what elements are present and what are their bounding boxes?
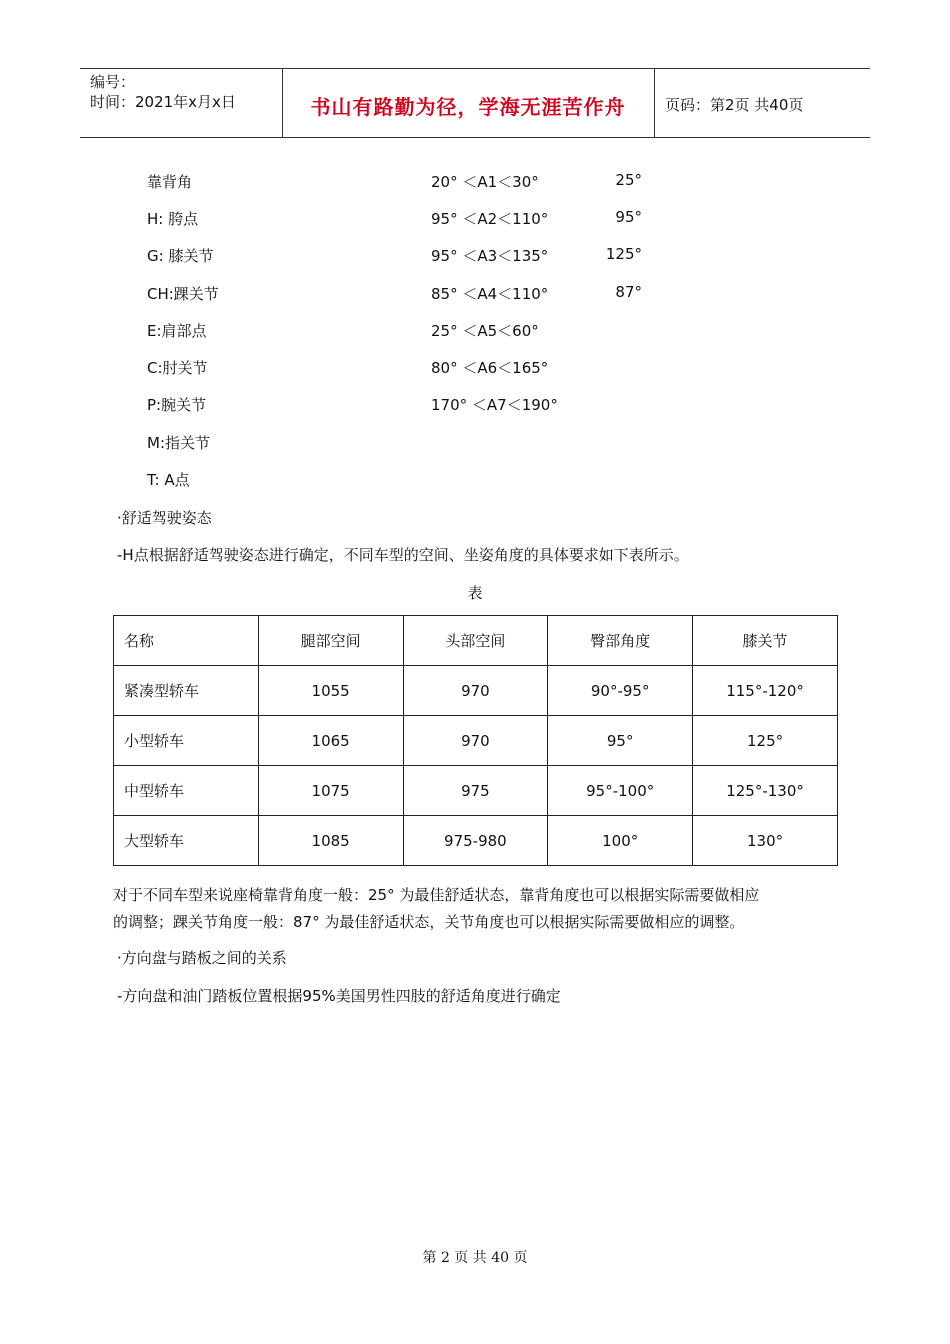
table-row xyxy=(114,666,838,716)
section-desc-comfort: -H点根据舒适驾驶姿态进行确定，不同车型的空间、坐姿角度的具体要求如下表所示。 xyxy=(117,546,689,564)
param-name: G: 膝关节 xyxy=(147,247,214,265)
header-info-cell xyxy=(80,69,283,137)
param-value: 95° xyxy=(615,208,642,226)
table-cell: 大型轿车 xyxy=(114,816,259,866)
table-cell: 95° xyxy=(548,716,693,766)
car-spec-table xyxy=(113,615,838,866)
table-header-cell: 膝关节 xyxy=(693,616,838,666)
section-desc-steering: -方向盘和油门踏板位置根据95%美国男性四肢的舒适角度进行确定 xyxy=(117,987,561,1005)
table-cell: 1055 xyxy=(258,666,403,716)
param-range: 20° ＜A1＜30° xyxy=(431,173,539,191)
page-number-label: 页码：第2页 共40页 xyxy=(665,96,804,114)
number-label: 编号： xyxy=(90,73,136,91)
param-name: E:肩部点 xyxy=(147,322,207,340)
table-cell: 125°-130° xyxy=(693,766,838,816)
param-name: P:腕关节 xyxy=(147,396,207,414)
table-header-cell: 名称 xyxy=(114,616,259,666)
param-name: C:肘关节 xyxy=(147,359,208,377)
param-row xyxy=(147,283,707,307)
param-name: CH:踝关节 xyxy=(147,285,219,303)
param-row xyxy=(147,320,707,344)
table-cell: 115°-120° xyxy=(693,666,838,716)
header-motto-cell xyxy=(282,69,655,137)
param-range: 95° ＜A2＜110° xyxy=(431,210,549,228)
table-cell: 130° xyxy=(693,816,838,866)
time-label: 时间：2021年x月x日 xyxy=(90,93,236,111)
table-cell: 100° xyxy=(548,816,693,866)
table-header-cell: 腿部空间 xyxy=(258,616,403,666)
table-cell: 紧凑型轿车 xyxy=(114,666,259,716)
table-cell: 975-980 xyxy=(403,816,548,866)
motto-text: 书山有路勤为径，学海无涯苦作舟 xyxy=(310,95,626,119)
table-header-cell: 头部空间 xyxy=(403,616,548,666)
param-range: 25° ＜A5＜60° xyxy=(431,322,539,340)
note-line: 对于不同车型来说座椅靠背角度一般：25° 为最佳舒适状态，靠背角度也可以根据实际需要做相应 xyxy=(113,886,760,904)
param-row xyxy=(147,171,707,195)
page-header xyxy=(80,68,870,138)
section-heading-comfort: ·舒适驾驶姿态 xyxy=(117,509,212,527)
param-range: 170° ＜A7＜190° xyxy=(431,396,558,414)
table-cell: 970 xyxy=(403,666,548,716)
param-value: 125° xyxy=(605,245,642,263)
table-cell: 95°-100° xyxy=(548,766,693,816)
param-name: T: A点 xyxy=(147,471,190,489)
table-cell: 125° xyxy=(693,716,838,766)
param-row xyxy=(147,245,707,269)
section-heading-steering: ·方向盘与踏板之间的关系 xyxy=(117,949,287,967)
param-value: 87° xyxy=(615,283,642,301)
table-row xyxy=(114,766,838,816)
table-cell: 中型轿车 xyxy=(114,766,259,816)
table-cell: 975 xyxy=(403,766,548,816)
table-cell: 1075 xyxy=(258,766,403,816)
param-name: 靠背角 xyxy=(147,173,193,191)
table-cell: 1085 xyxy=(258,816,403,866)
note-paragraph xyxy=(113,882,843,936)
param-name: M:指关节 xyxy=(147,434,210,452)
param-range: 95° ＜A3＜135° xyxy=(431,247,549,265)
param-value: 25° xyxy=(615,171,642,189)
table-row xyxy=(114,816,838,866)
header-page-cell xyxy=(655,69,870,137)
param-range: 80° ＜A6＜165° xyxy=(431,359,549,377)
param-name: H: 胯点 xyxy=(147,210,199,228)
note-line: 的调整；踝关节角度一般：87° 为最佳舒适状态，关节角度也可以根据实际需要做相应的调整。 xyxy=(113,913,745,931)
param-row xyxy=(147,208,707,232)
param-row xyxy=(147,469,707,493)
table-cell: 小型轿车 xyxy=(114,716,259,766)
param-range: 85° ＜A4＜110° xyxy=(431,285,549,303)
table-cell: 90°-95° xyxy=(548,666,693,716)
table-cell: 1065 xyxy=(258,716,403,766)
table-caption: 表 xyxy=(467,584,483,602)
table-header-row xyxy=(114,616,838,666)
page-footer: 第 2 页 共 40 页 xyxy=(422,1250,528,1266)
param-row xyxy=(147,357,707,381)
table-cell: 970 xyxy=(403,716,548,766)
table-header-cell: 臀部角度 xyxy=(548,616,693,666)
table-row xyxy=(114,716,838,766)
param-row xyxy=(147,432,707,456)
param-row xyxy=(147,394,707,418)
